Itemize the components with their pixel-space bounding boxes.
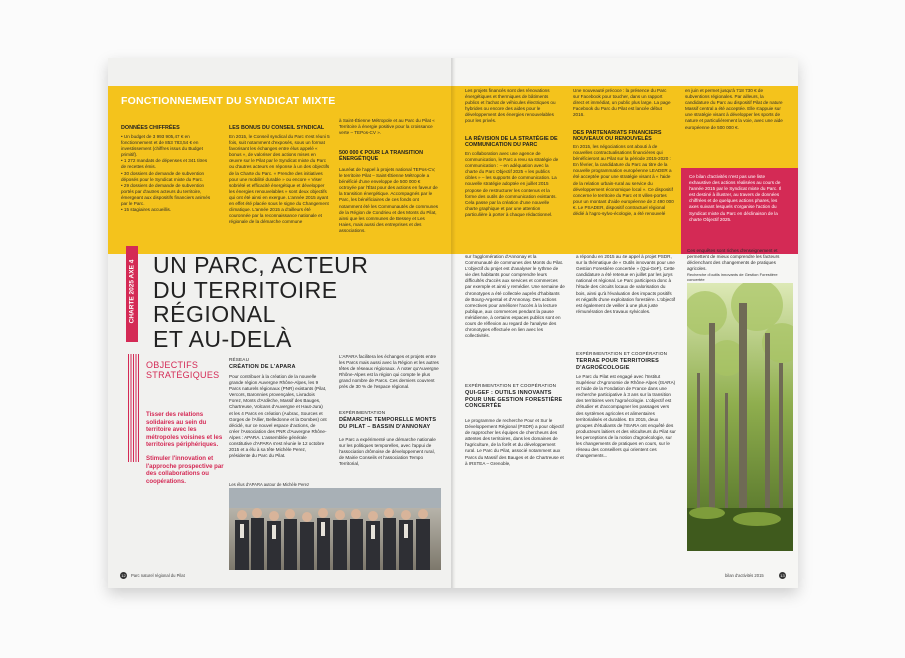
spine-shadow: [451, 58, 456, 588]
grant-title: 500 000 € POUR LA TRANSITION ÉNERGÉTIQUE: [339, 150, 423, 163]
disclaimer-text: Ce bilan d'activités n'est pas une liste exhaustive des actions réalisées au cours de l'année 2015 par le Syndicat mixte du Parc. Il est destiné à illustrer, au travers de données chiffrées et de quelques actions phares, les axes suivant lesquels s'organise l'action du Syndicat mixte du Parc en déclinaison de la charte Objectif 2025.: [689, 174, 782, 222]
exp-kicker: EXPÉRIMENTATION: [339, 410, 386, 415]
quigef-kicker: EXPÉRIMENTATION ET COOPÉRATION: [465, 383, 557, 388]
group-photo-image: [229, 488, 441, 570]
annonay-text: sur l'agglomération d'Annonay et la Communauté de communes des Monts du Pilat. L'objectif du projet est d'analyser le rythme de vie des habitants pour comprendre leurs difficultés d'accès aux services et commerces par exemple et ainsi y remédier. Une semaine de chronotypes a été collectée auprès d'habitants de Bourg-Argental et d'Annonay. Des actions correctives pour améliorer l'accès à la lecture publique, aux commerces pendant la pause méridienne, à certains espaces publics sont en cours de réflexion au regard de l'analyse des chronotypes effectuée en lien avec les collectivités.: [465, 254, 565, 339]
magazine-spread: [108, 58, 798, 588]
objectives-title-line-2: STRATÉGIQUES: [146, 370, 220, 380]
objectives-title: [146, 360, 219, 380]
projects-funded-text: Les projets financés sont des rénovations énergétiques et thermiques de bâtiments publics et l'achat de véhicules électriques ou hybrides ou encore des aides pour le développement des énergies renouvelables pour les privés.: [465, 88, 556, 124]
partnerships-title: DES PARTENARIATS FINANCIERS NOUVEAUX OU RENOUVELÉS: [573, 130, 662, 143]
enquetes-text: Ces enquêtes sont riches d'enseignement et permettent de mieux comprendre les facteurs déclenchant des changements de pratiques agricoles.: [687, 248, 780, 272]
apara-text: L'APARA facilitera les échanges et projets entre les Parcs mais aussi avec la Région et les autres têtes de réseaux régionaux. À noter qu'Auvergne Rhône-Alpes est la région qui compte le plus grand nombre de Parcs. Ces derniers couvrent près de 30 % de l'espace régional.: [339, 354, 439, 390]
communication-text: En collaboration avec une agence de communication, le Parc a revu sa stratégie de communication : – en adéquation avec la charte du Parc Objectif 2025 « les publics cibles » – les supports de communication. La nouvelle stratégie adoptée en juillet 2015 propose de restructurer les contenus et la forme des outils de communication existants. Cela passe par la création d'une nouvelle charte graphique et par une attention particulière à porter à chaque rédactionnel.: [465, 151, 559, 217]
partnerships-text: En 2015, les négociations ont abouti à de nouvelles contractualisations financières qui bénéficieront au Pilat sur la période 2015-2020 : En février, la candidature du Parc au titre de la nouvelle programmation européenne LEADER a été acceptée pour une stratégie visant à « l'aide de la relation urbain-rural au service du développement économique local ». Ce dispositif concerne le territoire du Parc et 8 villes-portes pour un montant d'aide européenne de 2 490 000 €. Le PSADER, dispositif contractuel régional dédié à l'agro-sylvo-écologie, a été renouvelé: [573, 144, 674, 217]
left-page: [108, 58, 453, 588]
key-figures-title: DONNÉES CHIFFRÉES: [121, 125, 180, 131]
charter-axis-label: CHARTE 2025 AXE 4: [128, 259, 136, 324]
reseau-title: CRÉATION DE L'APARA: [229, 364, 296, 370]
sport-nature-text: en juin et permet jusqu'à 718 730 € de subventions régionales. Par ailleurs, la candidature du Parc au dispositif Pilat de nature Massif central a été acceptée. Elle s'appuie sur une stratégie visant à développer les sports de nature et particulièrement la voie, avec une aide européenne de 500 000 €.: [685, 88, 783, 130]
section-heading: FONCTIONNEMENT DU SYNDICAT MIXTE: [121, 95, 336, 107]
right-page: [453, 58, 798, 588]
objective-2: Stimuler l'innovation et l'approche prospective par des collaborations ou coopérations.: [146, 454, 224, 485]
objectives-text: [146, 411, 224, 485]
exp-title: DÉMARCHE TEMPORELLE MONTS DU PILAT – BASSIN D'ANNONAY: [339, 417, 437, 430]
footer-right: bilan d'activités 2015: [725, 573, 764, 578]
quigef-title: QUI-GEF : OUTILS INNOVANTS POUR UNE GESTION FORESTIÈRE CONCERTÉE: [465, 390, 563, 410]
bonus-text: En 2015, le Conseil syndical du Parc s'est réuni 5 fois, suit notamment d'exposés, sous un format favorisant les échanges entre élus appelé « bonus », de valoriser des actions mises en œuvre sur le Pilat par le Syndicat mixte du Parc ou d'autres acteurs en réponse à un des objectifs de la Charte du Parc. « Prendre des initiatives pour une mobilité durable » ou encore « Viser sobriété et efficacité énergétique et développer les énergies renouvelables » sont deux objectifs qui ont été ainsi en exergue. L'année 2015 ayant en effet été placée sous le signe du Changement climatique. L'année 2015 a d'ailleurs été couronnée par la reconnaissance nationale et régionale de la démarche commune: [229, 134, 330, 225]
facebook-text: Une nouveauté précoce : la présence du Parc sur Facebook pour toucher, dans un rapport direct et immédiat, un public plus large. La page Facebook du Parc du Pilat est lancée début 2016.: [573, 88, 671, 118]
page-number-left: 12: [121, 573, 126, 578]
main-title: [153, 253, 453, 351]
grant-text: Lauréat de l'appel à projets national TEPos-CV, le territoire Pilat – Saint-Étienne Métropole a bénéficié d'une enveloppe de 500 000 € octroyée par l'État pour des actions en faveur de la transition énergétique. Accompagnés par le Parc, les bénéficiaires de ces fonds ont notamment été les Communautés de communes de la Région de Condrieu et des Monts du Pilat, ainsi que les communes de Bessey et Les Haies, mais aussi des entreprises et des associations.: [339, 167, 439, 233]
forest-photo: [687, 283, 793, 551]
terrae-kicker: EXPÉRIMENTATION ET COOPÉRATION: [576, 351, 668, 356]
main-title-line-3: ET AU-DELÀ: [153, 325, 292, 352]
exp-text: Le Parc a expérimenté une démarche nationale sur les politiques temporelles, avec l'appui de l'association drômoise de développement rural, de Mairie Conseils et l'association Tempo Territorial,: [339, 437, 436, 467]
photo-caption: Les élus d'APARA autour de Michèle Perez: [229, 482, 310, 487]
decorative-stripes: [128, 354, 140, 462]
key-figures-list: • Un budget de 3 993 905,47 € en fonctionnement et de 853 783,54 € en investissement (chiffres issus du Budget primitif). • 1 272 mandats de dépenses et 341 titres de recettes émis. • 30 dossiers de demande de subvention déposés pour le Syndicat mixte du Parc. • 29 dossiers de demande de subvention portés par d'autres acteurs du territoire, émergeant aux dispositifs financiers animés par le Parc. • 15 stagiaires accueillis.: [121, 134, 211, 213]
footer-left: Parc naturel régional du Pilat: [131, 573, 185, 578]
psdr-text: a répondu en 2015 au 4e appel à projet PSDR, sur la thématique de « Outils innovants pour une Gestion Forestière concertée » (Qui-GeF). Cette candidature a été retenue en juillet par les jurys national et régional. Le Parc participera donc à l'étude des circuits locaux de valorisation du bois, ainsi qu'à l'évaluation des impacts positifs et négatifs d'une exploitation forestière. L'objectif est également de veiller à une plus juste rémunération des travaux sylvicoles.: [576, 254, 676, 314]
forest-caption: Recherche d'outils innovants de Gestion Forestière concertée: [687, 272, 778, 282]
group-photo: [229, 488, 441, 570]
quigef-text: Le programme de recherche Pour et Sur le Développement Régional (PSDR) a pour objectif de rapprocher les équipes de chercheurs des attentes des territoires, dans les domaines de l'agriculture, de la forêt et du développement rural. Le Parc du Pilat, associé notamment aux Parcs du Massif des Bauges et de Chartreuse et à IRSTEA – Grenoble,: [465, 418, 564, 466]
reseau-text: Pour contribuer à la création de la nouvelle grande région Auvergne Rhône-Alpes, les 9 Parcs naturels régionaux (PNR) existants (Pilat, Vercors, Baronnies provençales, Livradois Forez, Monts d'Ardèche, Massif des Bauges, Chartreuse, Volcans d'Auvergne et Haut-Jura) et les 4 Parcs en création (Aubrac, Sources et Gorges de l'Allier, Belledonne et la Dombes) ont décidé, sur ce nouvel espace d'actions, de créer l'Association des PNR d'Auvergne Rhône-Alpes : APARA. L'assemblée générale constitutive d'APARA s'est réunie le 12 octobre 2015 et a élu à sa tête Michèle Perez, présidente du Parc du Pilat.: [229, 374, 327, 459]
objectives-title-line-1: OBJECTIFS: [146, 360, 199, 370]
terrae-text: Le Parc du Pilat est engagé avec l'Institut Supérieur d'Agronomie de Rhône-Alpes (ISARA) et l'aide de la Fondation de France dans une recherche participative à 3 ans sur la transition des territoires vers l'agroécologie. L'objectif est d'étudier et d'accompagner les passages vers des systèmes agricoles et alimentaires territorialisés et durables. En 2015, deux groupes d'étudiants de l'ISARA ont enquêté des producteurs laitiers et des viticulteurs du Pilat sur les perceptions de la notion d'agroécologie, sur les changements de pratiques en cours, sur le réseau des conseillers qui orientent ces changements...: [576, 374, 676, 459]
forest-photo-image: [687, 283, 793, 551]
page-number-right: 13: [780, 573, 785, 578]
communication-title: LA RÉVISION DE LA STRATÉGIE DE COMMUNICATION DU PARC: [465, 136, 558, 149]
objective-1: Tisser des relations solidaires au sein du territoire avec les métropoles voisines et les territoires périphériques.: [146, 411, 223, 449]
tepos-intro: à Saint-Étienne Métropole et au Parc du Pilat « Territoire à énergie positive pour la croissance verte – TEPos-CV ».: [339, 118, 435, 136]
terrae-title: TERRAE POUR TERRITOIRES D'AGROÉCOLOGIE: [576, 358, 660, 371]
main-title-line-1: UN PARC, ACTEUR: [153, 252, 369, 278]
main-title-line-2: DU TERRITOIRE RÉGIONAL: [153, 276, 338, 327]
charter-axis-tab: [126, 246, 138, 342]
bonus-title: LES BONUS DU CONSEIL SYNDICAL: [229, 125, 325, 131]
reseau-kicker: RÉSEAU: [229, 357, 250, 362]
